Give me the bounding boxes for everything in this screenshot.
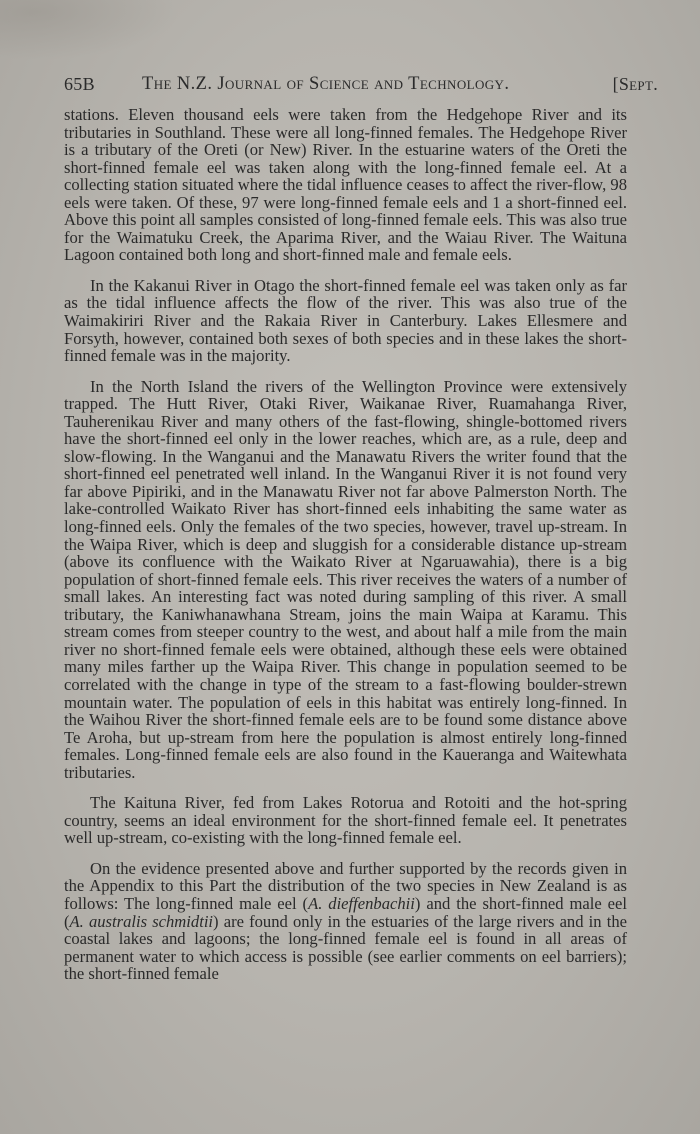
summary-text-2: ) and the short-finned male eel ( bbox=[64, 893, 627, 931]
issue-month: [Sept. bbox=[612, 74, 658, 94]
summary-text-1: On the evidence presented above and further supported by the records given in the Appendix to this Part the distribution of the two species in New Zealand is as follows: The long-finned male eel ( bbox=[64, 858, 627, 913]
paragraph-north-island: In the North Island the rivers of the Wellington Province were extensively trapped. The Hutt River, Otaki River, Waikanae River, Ruamahanga River, Tauherenikau River and many others of the fast-flowing, shingle-bottomed rivers have the short-finned eel only in the lower reaches, which are, as a rule, deep and slow-flowing. In the Wanganui and the Manawatu Rivers the writer found that the short-finned eel penetrated well inland. In the Wanganui River it is not found very far above Pipiriki, and in the Manawatu River not far above Palmerston North. The lake-controlled Waikato River has short-finned eels inhabiting the same water as long-finned eels. Only the females of the two species, however, travel up-stream. In the Waipa River, which is deep and sluggish for a considerable distance up-stream (above its confluence with the Waikato River at Ngaruawahia), there is a big population of short-finned female eels. This river receives the waters of a number of small lakes. An interesting fact was noted during sampling of this river. A small tributary, the Kaniwhanawhana Stream, joins the main Waipa at Karamu. This stream comes from steeper country to the west, and about half a mile from the main river no short-finned female eels were obtained, although these eels were obtained many miles farther up the Waipa River. This change in population seemed to be correlated with the change in type of the stream to a fast-flowing boulder-strewn mountain water. The population of eels in this habitat was entirely long-finned. In the Waihou River the short-finned female eels are to be found some distance above Te Aroha, but up-stream from here the population is almost entirely long-finned females. Long-finned female eels are also found in the Kaueranga and Waitewhata tributaries. bbox=[64, 376, 627, 782]
article-body bbox=[64, 106, 627, 996]
species-name-short-finned: A. australis schmidtii bbox=[69, 911, 214, 931]
paragraph-southland: stations. Eleven thousand eels were taken from the Hedgehope River and its tributaries in Southland. These were all long-finned females. The Hedgehope River is a tributary of the Oreti (or New) River. In the estuarine waters of the Oreti the short-finned female eel was taken along with the long-finned female eel. At a collecting station situated where the tidal influence ceases to affect the river-flow, 98 eels were taken. Of these, 97 were long-finned female eels and 1 a short-finned eel. Above this point all samples consisted of long-finned female eels. This was also true for the Waimatuku Creek, the Aparima River, and the Waiau River. The Waituna Lagoon contained both long and short-finned male and female eels. bbox=[64, 105, 627, 265]
summary-text-3: ) are found only in the estuaries of the large rivers and in the coastal lakes and lagoons; the long-finned female eel is found in all areas of permanent water to which access is possible (see earlier comments on eel barriers); the short-finned female bbox=[64, 911, 627, 984]
paragraph-otago-canterbury: In the Kakanui River in Otago the short-finned female eel was taken only as far as the tidal influence affects the flow of the river. This was also true of the Waimakiriri River and the Rakaia River in Canterbury. Lakes Ellesmere and Forsyth, however, contained both sexes of both species and in these lakes the short-finned female was in the majority. bbox=[64, 275, 627, 366]
journal-running-title: The N.Z. Journal of Science and Technology. bbox=[142, 74, 510, 94]
paragraph-kaituna: The Kaituna River, fed from Lakes Rotorua and Rotoiti and the hot-spring country, seems an ideal environment for the short-finned female eel. It penetrates well up-stream, co-existing with the long-finned female eel. bbox=[64, 793, 627, 848]
page-stain bbox=[0, 0, 180, 60]
running-header bbox=[64, 70, 658, 98]
paragraph-distribution-summary bbox=[64, 860, 627, 983]
species-name-long-finned: A. dieffenbachii bbox=[308, 893, 415, 913]
page-number: 65B bbox=[64, 74, 95, 94]
